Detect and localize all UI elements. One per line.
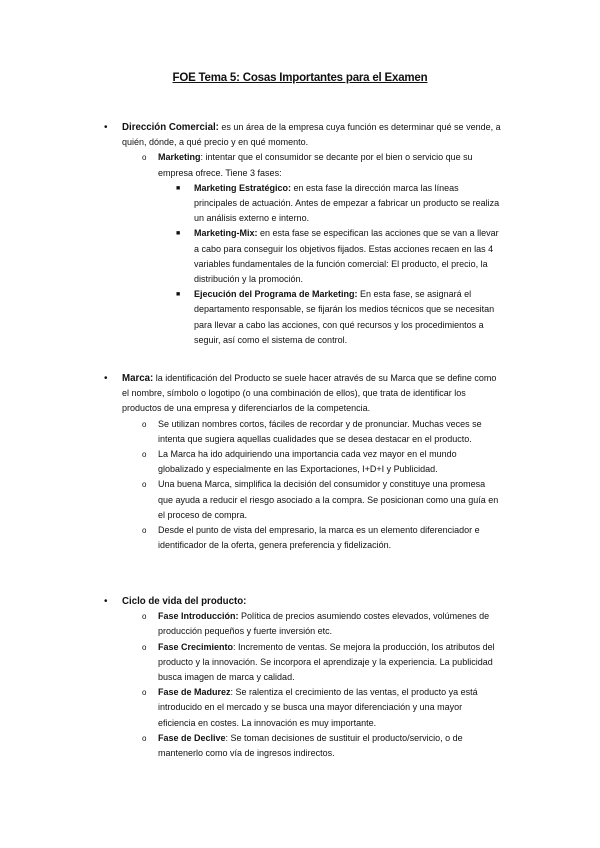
item-text: Desde el punto de vista del empresario, la marca es un elemento diferenciador e identificador de la oferta, genera preferencia y fidelización. (158, 525, 480, 551)
subitem-text: en esta fase la dirección marca las líneas principales de actuación. Antes de empezar a fabricar un producto se realiza un análisis externo e interno. (194, 182, 500, 224)
section-text: es un área de la empresa cuya función es determinar qué se vende, a quién, dónde, a qué precio y en qué momento. (122, 122, 501, 148)
list-item (122, 731, 502, 761)
item-text: Una buena Marca, simplifica la decisión del consumidor y constituye una promesa que ayuda a reducir el riesgo asociado a la compra. Se posicionan como una guía en el proceso de compra. (158, 479, 499, 520)
circle-bullet-icon: o (142, 480, 147, 490)
bullet-icon: • (104, 373, 108, 384)
square-bullet-icon: ■ (176, 184, 181, 192)
sub-list-item (176, 287, 502, 348)
circle-bullet-icon: o (142, 688, 147, 698)
list-item (122, 523, 502, 553)
section-heading: Ciclo de vida del producto: (122, 596, 247, 607)
item-term: Fase Introducción: (158, 611, 239, 622)
square-bullet-icon: ■ (176, 230, 181, 238)
item-term: Fase de Declive (158, 732, 226, 743)
square-bullet-icon: ■ (176, 291, 181, 299)
section-heading: Marca: (122, 373, 154, 384)
subitem-term: Marketing Estratégico: (194, 182, 292, 193)
list-item (122, 685, 502, 731)
item-text: Política de precios asumiendo costes elevados, volúmenes de producción pequeños y fuerte inversión etc. (158, 611, 490, 637)
item-term: Fase Crecimiento (158, 641, 234, 652)
bullet-icon: • (104, 596, 108, 607)
sub-list-item (176, 226, 502, 287)
list-item (122, 477, 502, 523)
list-item (122, 417, 502, 447)
circle-bullet-icon: o (142, 419, 147, 429)
section-heading: Dirección Comercial: (122, 122, 219, 133)
item-text: La Marca ha ido adquiriendo una importancia cada vez mayor en el mundo globalizado y especialmente en las Exportaciones, I+D+I y Publicidad. (158, 449, 457, 475)
item-text: : Incremento de ventas. Se mejora la producción, los atributos del producto y la innovación. Se incorpora el aprendizaje y la experiencia. La publicidad busca imagen de marca y calidad. (158, 641, 495, 683)
list-item (122, 447, 502, 477)
page-title: FOE Tema 5: Cosas Importantes para el Examen (172, 72, 428, 84)
item-text: Se utilizan nombres cortos, fáciles de recordar y de pronunciar. Muchas veces se intenta que sugiera aquellas cualidades que se desea destacar en el producto. (158, 418, 482, 444)
section-paragraph (122, 594, 502, 609)
item-text: : Se toman decisiones de sustituir el producto/servicio, o de mantenerlo como vía de ingresos indirectos. (158, 732, 463, 759)
list-item (122, 609, 502, 639)
item-term: Fase de Madurez (158, 687, 231, 698)
subitem-term: Ejecución del Programa de Marketing: (194, 289, 358, 300)
item-term: Marketing (158, 152, 201, 163)
circle-bullet-icon: o (142, 642, 147, 652)
section-direccion-comercial (104, 120, 502, 348)
subitem-text: En esta fase, se asignará el departamento responsable, se fijarán los medios técnicos que se necesitan para llevar a cabo las acciones, con qué recursos y los procedimientos a seguir, así como el sistema de control. (194, 289, 495, 345)
item-text: : Se ralentiza el crecimiento de las ventas, el producto ya está introducido en el mercado y se busca una mayor diferenciación y una mayor eficiencia en costes. La innovación es muy importante. (158, 687, 478, 728)
list-item (122, 640, 502, 686)
list-item (122, 150, 502, 348)
section-paragraph (122, 120, 502, 150)
subitem-text: en esta fase se especifican las acciones que se van a llevar a cabo para conseguir los objetivos fijados. Estas acciones recaen en las 4 variables fundamentales de la función comercial: El producto, el precio, la distribución y la promoción. (194, 228, 499, 285)
circle-bullet-icon: o (142, 612, 147, 622)
section-text: la identificación del Producto se suele hacer através de su Marca que se define como el nombre, símbolo o logotipo (o una combinación de ellos), que trata de identificar los productos de una empresa y diferenciarlos de la competencia. (122, 373, 497, 414)
circle-bullet-icon: o (142, 450, 147, 460)
item-text: : intentar que el consumidor se decante por el bien o servicio que su empresa ofrece. Tiene 3 fases: (158, 152, 473, 178)
section-marca (104, 371, 502, 553)
bullet-icon: • (104, 122, 108, 133)
circle-bullet-icon: o (142, 733, 147, 743)
section-ciclo-de-vida (104, 594, 502, 761)
circle-bullet-icon: o (142, 526, 147, 536)
subitem-term: Marketing-Mix: (194, 228, 258, 239)
sub-list-item (176, 181, 502, 227)
section-paragraph (122, 371, 502, 417)
circle-bullet-icon: o (142, 153, 147, 163)
